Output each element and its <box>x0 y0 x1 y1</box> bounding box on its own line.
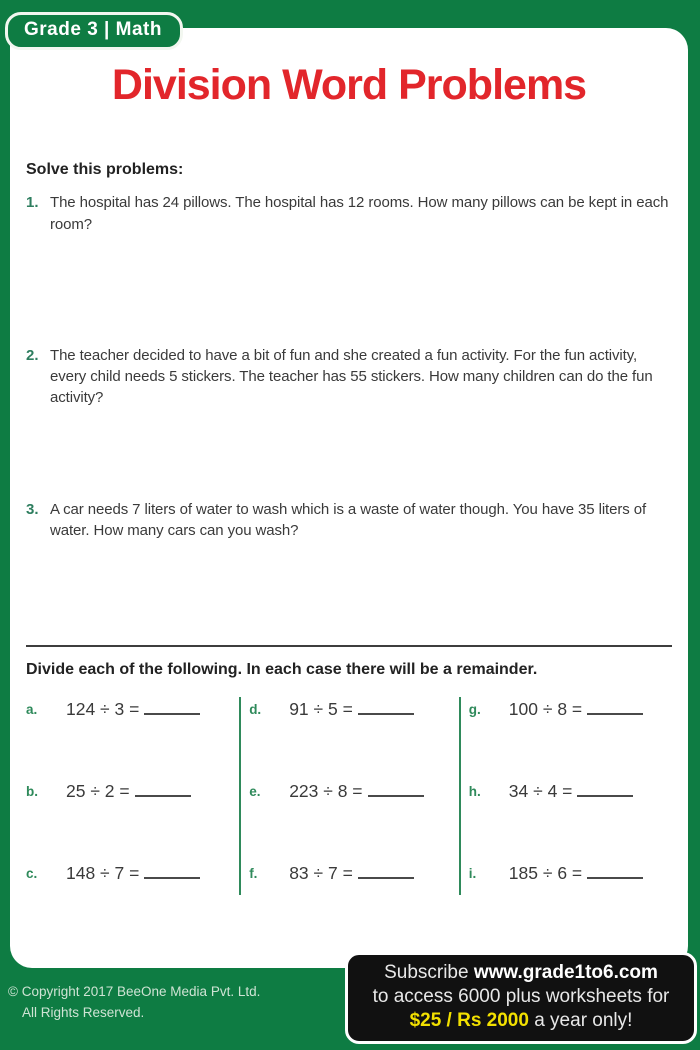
division-heading: Divide each of the following. In each case there will be a remainder. <box>26 661 538 679</box>
division-item-c <box>26 861 239 895</box>
division-item-i <box>459 861 672 895</box>
grade-subject-label: Grade 3 | Math <box>24 19 162 40</box>
subscribe-line-2: to access 6000 plus worksheets for <box>372 986 670 1008</box>
item-expression: 100 ÷ 8 = <box>509 699 643 720</box>
page-title: Division Word Problems <box>111 61 587 109</box>
answer-blank <box>587 699 643 715</box>
word-problems-heading: Solve this problems: <box>26 161 184 179</box>
subscribe-suffix: a year only! <box>528 1010 633 1032</box>
copyright-line-2: All Rights Reserved. <box>22 1005 145 1021</box>
item-letter: c. <box>26 866 38 882</box>
subscribe-prefix: Subscribe <box>384 962 474 984</box>
item-letter: b. <box>26 784 38 800</box>
item-letter: a. <box>26 702 38 718</box>
item-expression: 34 ÷ 4 = <box>509 781 634 802</box>
answer-blank <box>358 863 414 879</box>
division-item-a <box>26 697 239 779</box>
problem-number: 2. <box>26 346 39 364</box>
item-expression: 91 ÷ 5 = <box>289 699 414 720</box>
item-letter: h. <box>468 784 481 800</box>
problem-text: The teacher decided to have a bit of fun and she created a fun activity. For the fun activity, every child needs 5 stickers. The teacher has 55 stickers. How many children can do the fun activity? <box>50 346 653 407</box>
word-problem-1 <box>26 192 672 235</box>
answer-blank <box>135 781 191 797</box>
item-expression: 25 ÷ 2 = <box>66 781 191 802</box>
item-expression: 223 ÷ 8 = <box>289 781 423 802</box>
item-letter: e. <box>249 784 261 800</box>
copyright-notice <box>8 982 260 1024</box>
word-problem-2 <box>26 345 672 409</box>
item-expression: 83 ÷ 7 = <box>289 863 414 884</box>
subscribe-website: www.grade1to6.com <box>473 962 658 984</box>
item-expression: 148 ÷ 7 = <box>66 863 200 884</box>
division-item-f <box>239 861 459 895</box>
subscribe-price: $25 / Rs 2000 <box>409 1010 529 1032</box>
answer-blank <box>144 699 200 715</box>
problem-number: 1. <box>26 194 39 212</box>
subscribe-line-1 <box>356 961 686 985</box>
division-item-h <box>459 779 672 861</box>
worksheet-page <box>10 28 688 968</box>
subscribe-banner <box>345 952 697 1044</box>
answer-blank <box>587 863 643 879</box>
item-letter: g. <box>468 702 481 718</box>
answer-blank <box>144 863 200 879</box>
problem-text: The hospital has 24 pillows. The hospital has 12 rooms. How many pillows can be kept in each room? <box>50 194 669 233</box>
division-item-d <box>239 697 459 779</box>
problem-number: 3. <box>26 500 39 518</box>
item-letter: d. <box>249 702 262 718</box>
answer-blank <box>577 781 633 797</box>
item-letter: f. <box>249 866 258 882</box>
division-item-g <box>459 697 672 779</box>
item-expression: 124 ÷ 3 = <box>66 699 200 720</box>
item-letter: i. <box>468 866 477 882</box>
division-item-e <box>239 779 459 861</box>
answer-blank <box>358 699 414 715</box>
word-problem-3 <box>26 499 672 542</box>
division-item-b <box>26 779 239 861</box>
item-expression: 185 ÷ 6 = <box>509 863 643 884</box>
answer-blank <box>368 781 424 797</box>
subscribe-line-3 <box>356 1009 686 1033</box>
grade-subject-badge <box>5 12 183 50</box>
section-divider <box>26 645 672 647</box>
problem-text: A car needs 7 liters of water to wash which is a waste of water though. You have 35 liters of water. How many cars can you wash? <box>50 500 647 540</box>
copyright-line-1: © Copyright 2017 BeeOne Media Pvt. Ltd. <box>8 984 261 1000</box>
division-grid <box>26 697 672 895</box>
